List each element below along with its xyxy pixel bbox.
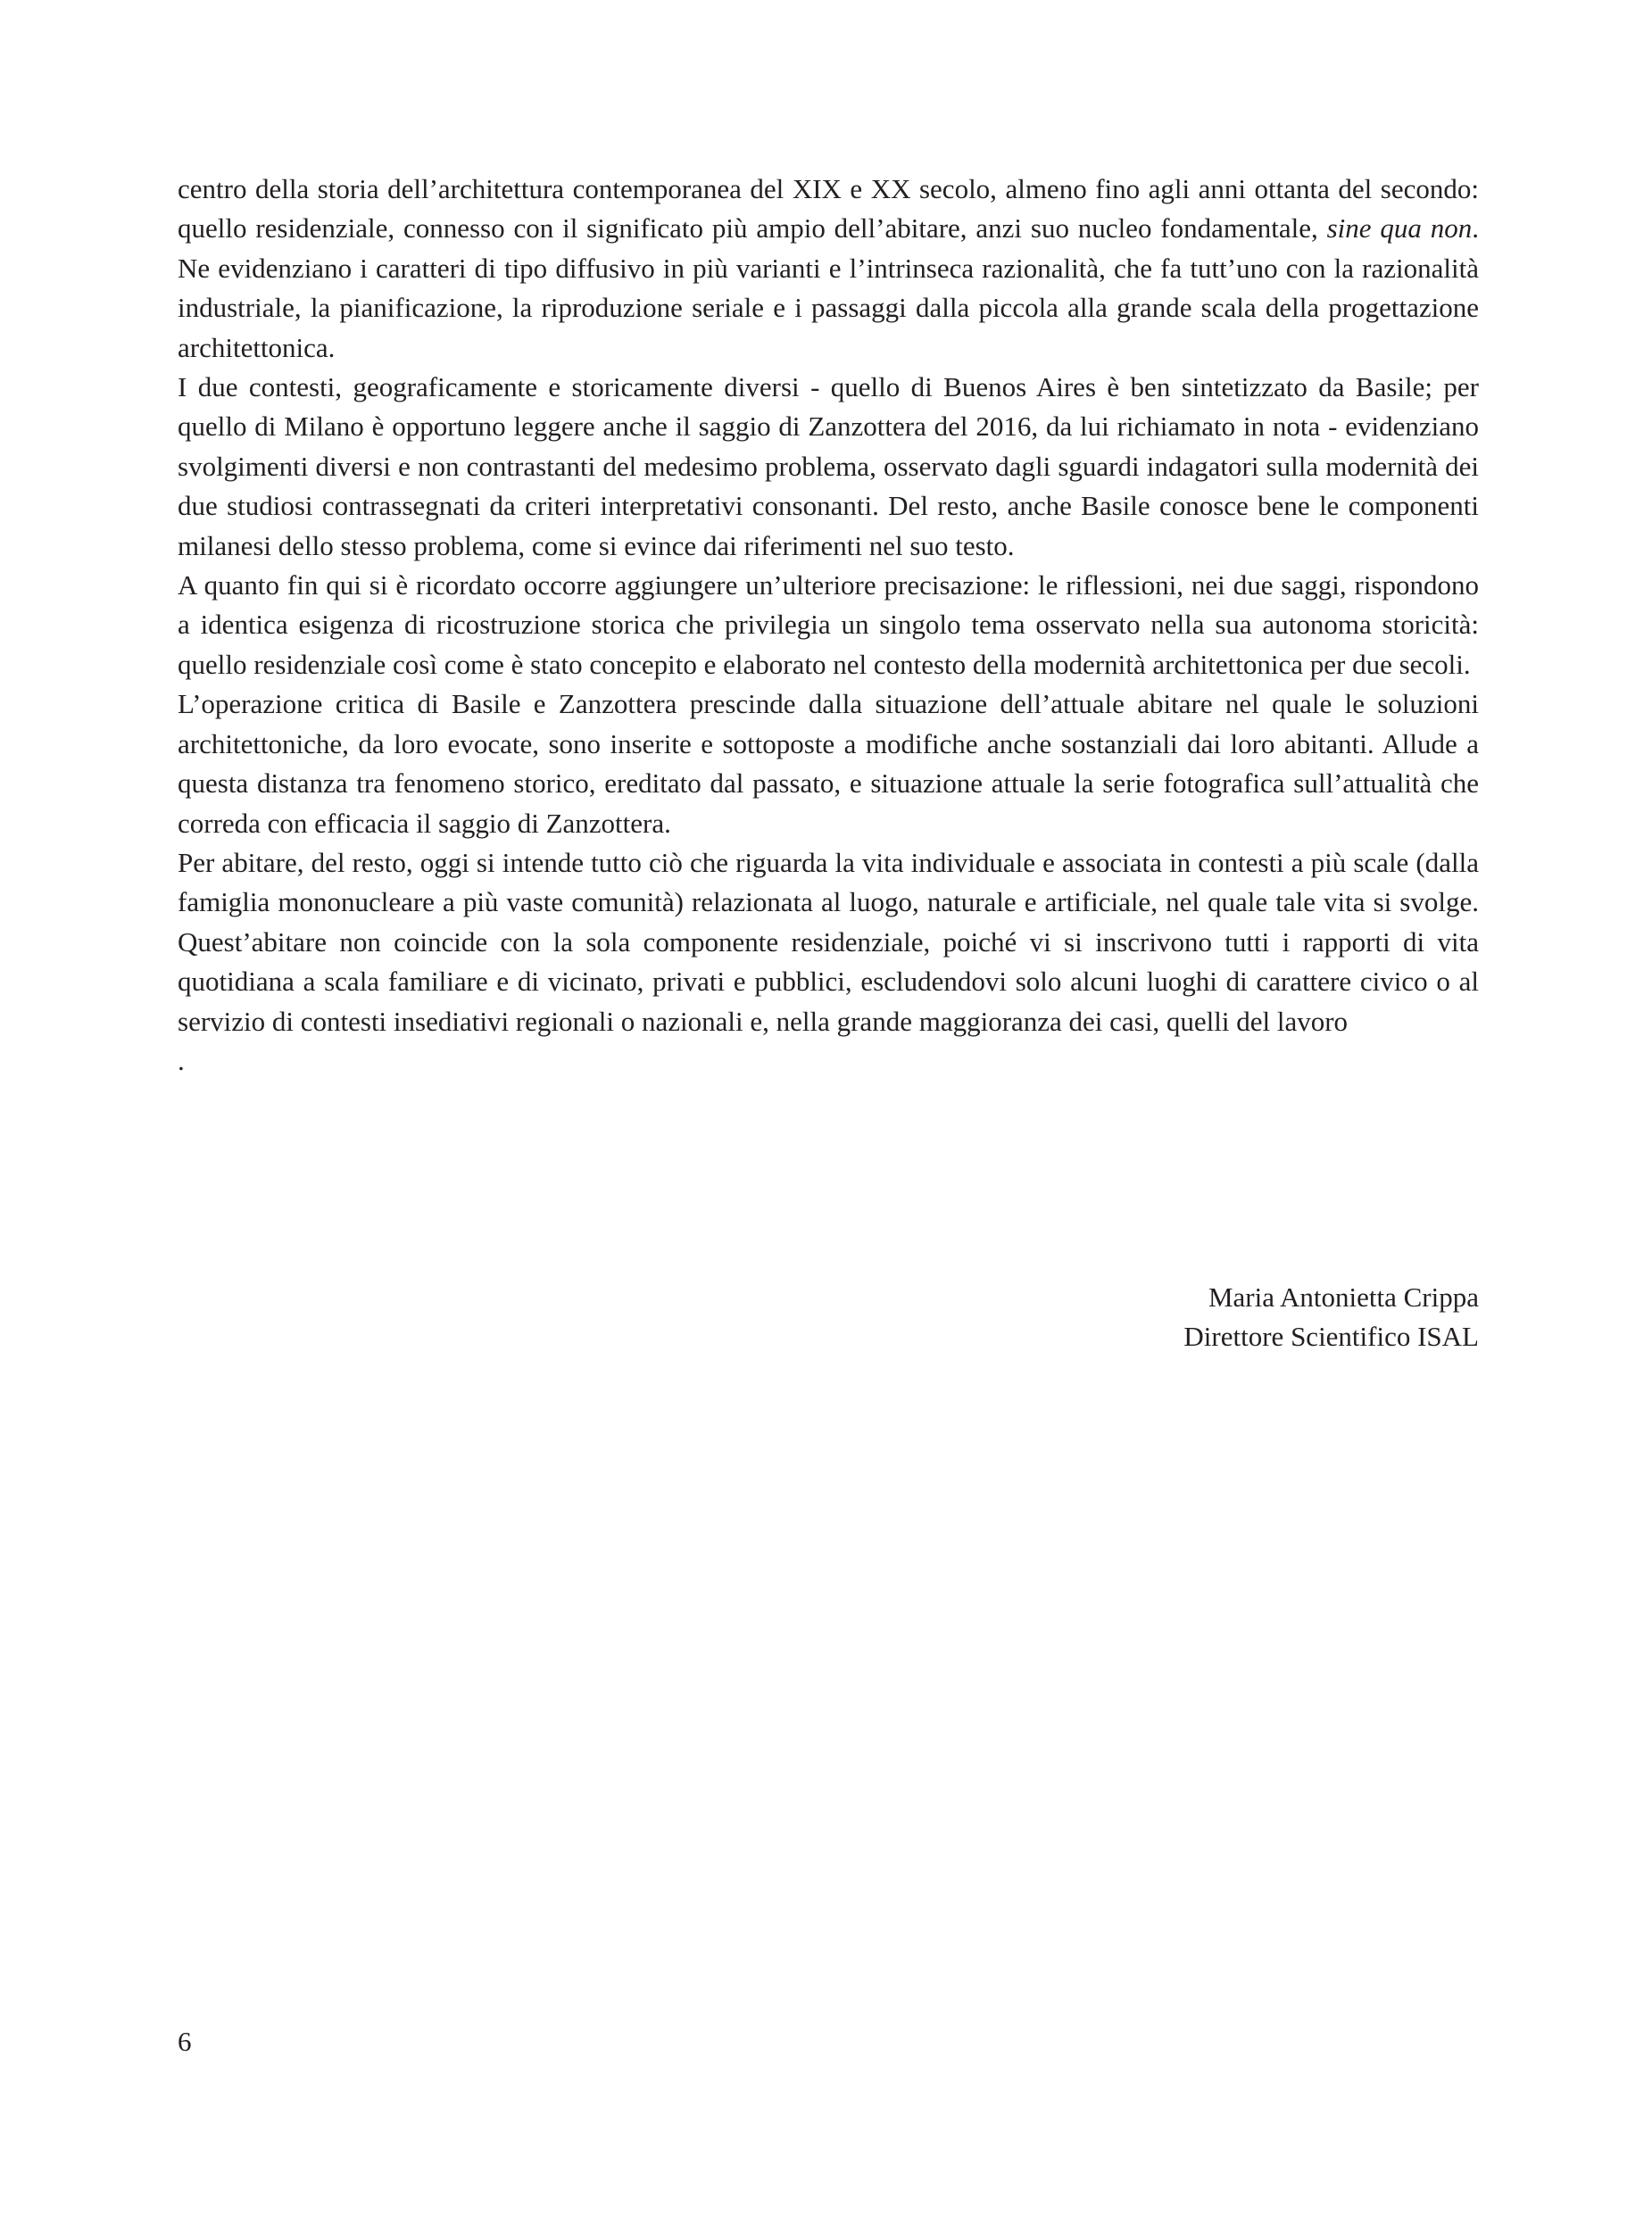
- paragraph-4: L’operazione critica di Basile e Zanzottera prescinde dalla situazione dell’attuale abitare nel quale le soluzioni architettoniche, da loro evocate, sono inserite e sottoposte a modifiche anche sostanziali dai loro abitanti. Allude a questa distanza tra fenomeno storico, ereditato dal passato, e situazione attuale la serie fotografica sull’attualità che correda con efficacia il saggio di Zanzottera.: [178, 688, 1479, 839]
- trailing-dot: .: [178, 1044, 185, 1076]
- paragraph-2: I due contesti, geograficamente e storicamente diversi - quello di Buenos Aires è ben sintetizzato da Basile; per quello di Milano è opportuno leggere anche il saggio di Zanzottera del 2016, da lui richiamato in nota - evidenziano svolgimenti diversi e non contrastanti del medesimo problema, osservato dagli sguardi indagatori sulla modernità dei due studiosi contrassegnati da criteri interpretativi consonanti. Del resto, anche Basile conosce bene le componenti milanesi dello stesso problema, come si evince dai riferimenti nel suo testo.: [178, 371, 1479, 561]
- signature-role: Direttore Scientifico ISAL: [1183, 1321, 1479, 1353]
- paragraph-3: A quanto fin qui si è ricordato occorre aggiungere un’ulteriore precisazione: le riflessioni, nei due saggi, rispondono a identica esigenza di ricostruzione storica che privilegia un singolo tema osservato nella sua autonoma storicità: quello residenziale così come è stato concepito e elaborato nel contesto della modernità architettonica per due secoli.: [178, 569, 1479, 680]
- paragraph-1-italic: sine qua non: [1326, 212, 1473, 245]
- page-number: 6: [178, 2026, 192, 2057]
- signature-block: [1183, 1278, 1479, 1357]
- paragraph-1: [178, 170, 1479, 368]
- paragraph-5: Per abitare, del resto, oggi si intende tutto ciò che riguarda la vita individuale e associata in contesti a più scale (dalla famiglia mononucleare a più vaste comunità) relazionata al luogo, naturale e artificiale, nel quale tale vita si svolge. Quest’abitare non coincide con la sola componente residenziale, poiché vi si inscrivono tutti i rapporti di vita quotidiana a scala familiare e di vicinato, privati e pubblici, escludendovi solo alcuni luoghi di carattere civico o al servizio di contesti insediativi regionali o nazionali e, nella grande maggioranza dei casi, quelli del lavoro: [178, 846, 1479, 1037]
- signature-name: Maria Antonietta Crippa: [1208, 1281, 1479, 1313]
- paragraph-1-text-a: centro della storia dell’architettura contemporanea del XIX e XX secolo, almeno fino agli anni ottanta del secondo: quello residenziale, connesso con il significato più ampio dell’abitare, anzi suo nucleo fondamentale,: [178, 173, 1479, 245]
- body-text: [178, 170, 1479, 1081]
- paragraph-1-text-b: . Ne evidenziano i caratteri di tipo diffusivo in più varianti e l’intrinseca razionalità, che fa tutt’uno con la razionalità industriale, la pianificazione, la riproduzione seriale e i passaggi dalla piccola alla grande scala della progettazione architettonica.: [178, 212, 1479, 363]
